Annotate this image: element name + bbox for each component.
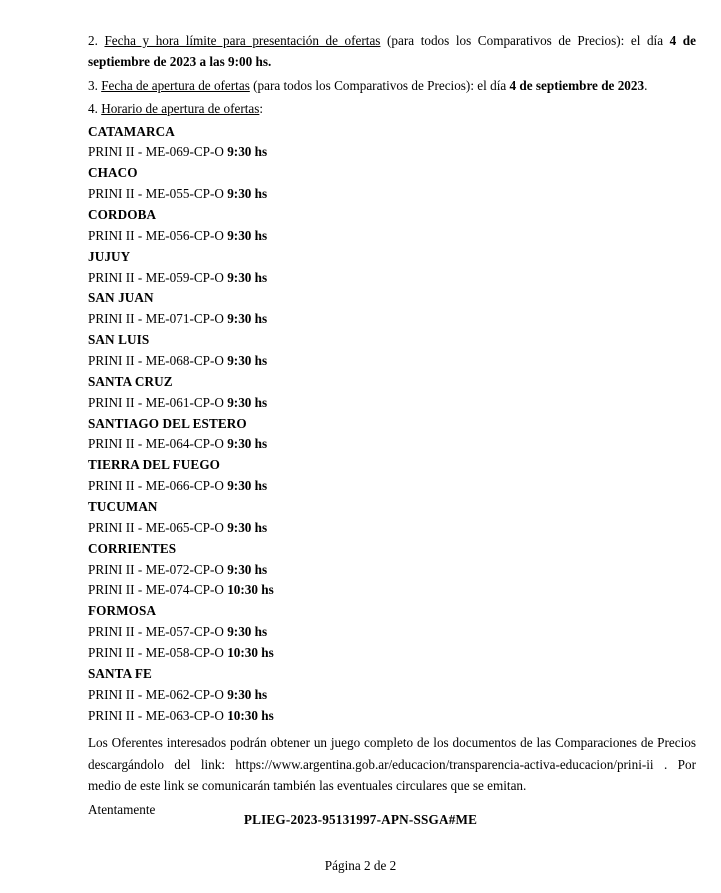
province-list [88, 122, 697, 727]
offer-line [88, 434, 697, 455]
section-paragraph-4 [88, 98, 696, 119]
province-block [88, 664, 697, 727]
offer-code: PRINI II - ME-063-CP-O [88, 707, 228, 723]
province-name: SANTA CRUZ [88, 373, 173, 389]
offer-line [88, 580, 697, 601]
offer-line [88, 184, 697, 205]
offer-code: PRINI II - ME-055-CP-O [88, 186, 228, 202]
province-name: SAN JUAN [88, 290, 154, 306]
province-block [88, 330, 697, 372]
province-name: CORRIENTES [88, 540, 177, 556]
offer-line [88, 393, 697, 414]
offer-code: PRINI II - ME-074-CP-O [88, 582, 228, 598]
offer-time: 9:30 hs [227, 624, 268, 640]
province-name: SAN LUIS [88, 332, 150, 348]
offer-time: 9:30 hs [227, 561, 268, 577]
province-block [88, 414, 697, 456]
offer-line [88, 560, 697, 581]
offer-code: PRINI II - ME-069-CP-O [88, 144, 228, 160]
province-block [88, 247, 697, 289]
province-block [88, 497, 697, 539]
section-text-pre: : [259, 101, 264, 117]
offer-time: 9:30 hs [227, 352, 268, 368]
section-bold-date: 4 de septiembre de 2023 [509, 77, 645, 93]
province-name: FORMOSA [88, 603, 157, 619]
province-block [88, 122, 697, 164]
offer-time: 9:30 hs [227, 311, 268, 327]
sign-off: Atentamente [88, 801, 156, 817]
province-name: JUJUY [88, 248, 131, 264]
province-name: CATAMARCA [88, 123, 175, 139]
province-block [88, 601, 697, 664]
section-number: 3. [88, 77, 98, 93]
province-block [88, 163, 697, 205]
offer-time: 9:30 hs [227, 686, 268, 702]
offer-code: PRINI II - ME-062-CP-O [88, 686, 228, 702]
province-name: TIERRA DEL FUEGO [88, 457, 221, 473]
offer-code: PRINI II - ME-061-CP-O [88, 394, 228, 410]
offer-time: 9:30 hs [227, 227, 268, 243]
offer-line [88, 309, 697, 330]
section-bold-date: 4 de septiembre de 2023 a las 9:00 hs. [88, 33, 696, 70]
province-block [88, 288, 697, 330]
offer-code: PRINI II - ME-066-CP-O [88, 478, 228, 494]
offer-time: 9:30 hs [227, 394, 268, 410]
province-block [88, 539, 697, 602]
offer-code: PRINI II - ME-056-CP-O [88, 227, 228, 243]
offer-time: 10:30 hs [227, 582, 274, 598]
offer-time: 9:30 hs [227, 436, 268, 452]
download-link[interactable]: https://www.argentina.gob.ar/educacion/transparencia-activa-educacion/prini-ii [235, 756, 654, 772]
section-heading: Fecha y hora límite para presentación de ofertas [104, 33, 381, 48]
offer-line [88, 685, 697, 706]
offer-time: 9:30 hs [227, 144, 268, 160]
province-name: CHACO [88, 165, 138, 181]
offer-line [88, 622, 697, 643]
province-name: CORDOBA [88, 206, 157, 222]
offer-code: PRINI II - ME-072-CP-O [88, 561, 228, 577]
offer-time: 9:30 hs [227, 519, 268, 535]
page-number: Página 2 de 2 [324, 858, 397, 873]
province-block [88, 372, 697, 414]
section-text-post: . [644, 77, 648, 93]
offer-line [88, 268, 697, 289]
offer-code: PRINI II - ME-059-CP-O [88, 269, 228, 285]
offer-line [88, 142, 697, 163]
province-name: SANTA FE [88, 665, 152, 681]
offer-time: 10:30 hs [227, 644, 274, 660]
section-number: 2. [88, 33, 98, 48]
section-paragraph-2 [88, 30, 696, 73]
section-number: 4. [88, 101, 98, 117]
offer-time: 10:30 hs [227, 707, 274, 723]
offer-code: PRINI II - ME-065-CP-O [88, 519, 228, 535]
section-heading: Horario de apertura de ofertas [101, 101, 260, 117]
offer-code: PRINI II - ME-058-CP-O [88, 644, 228, 660]
closing-paragraph [88, 732, 696, 796]
province-block [88, 455, 697, 497]
province-name: TUCUMAN [88, 498, 158, 514]
offer-time: 9:30 hs [227, 186, 268, 202]
offer-line [88, 226, 697, 247]
offer-line [88, 476, 697, 497]
section-heading: Fecha de apertura de ofertas [101, 77, 250, 93]
offer-line [88, 706, 697, 727]
offer-code: PRINI II - ME-064-CP-O [88, 436, 228, 452]
offer-code: PRINI II - ME-071-CP-O [88, 311, 228, 327]
section-text-pre: (para todos los Comparativos de Precios): el día [249, 77, 510, 93]
offer-line [88, 643, 697, 664]
closing-text-post: . Por medio de este link se comunicarán también las eventuales circulares que se emitan. [88, 756, 696, 794]
document-code: PLIEG-2023-95131997-APN-SSGA#ME [243, 812, 478, 827]
offer-time: 9:30 hs [227, 269, 268, 285]
offer-time: 9:30 hs [227, 478, 268, 494]
province-block [88, 205, 697, 247]
section-paragraph-3 [88, 75, 696, 96]
offer-line [88, 351, 697, 372]
offer-code: PRINI II - ME-057-CP-O [88, 624, 228, 640]
province-name: SANTIAGO DEL ESTERO [88, 415, 247, 431]
section-text-pre: (para todos los Comparativos de Precios): el día [380, 33, 670, 48]
offer-code: PRINI II - ME-068-CP-O [88, 352, 228, 368]
closing-section [88, 732, 697, 820]
offer-line [88, 518, 697, 539]
closing-text-pre: Los Oferentes interesados podrán obtener un juego completo de los documentos de las Comparaciones de Precios descargándolo del link: [88, 735, 696, 772]
